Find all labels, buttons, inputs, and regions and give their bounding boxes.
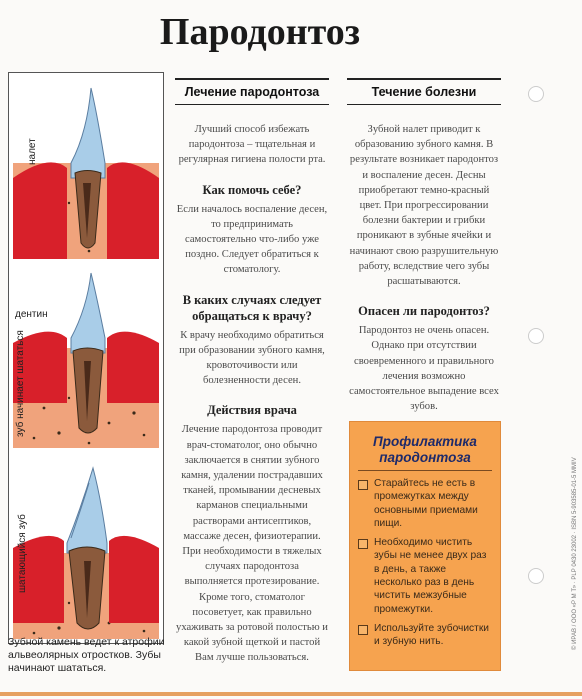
page-title: Пародонтоз <box>159 11 361 53</box>
tooth-illustration-loose <box>9 453 163 643</box>
publisher-info: © ИРАВ / ООО «Р М Т» · PLP 0430 23002 · ISBN 5-903585-01-5 MMIV <box>572 457 578 650</box>
illustration-caption: Зубной камень ведет к атрофии альвеолярных отростков. Зубы начинают шататься. <box>8 636 165 674</box>
prevention-box <box>349 421 501 671</box>
prevention-item-text: Используйте зубочистки и зубную нить. <box>374 622 489 648</box>
illustration-panel <box>8 72 164 644</box>
bottom-stripe <box>0 692 582 696</box>
paragraph: Если началось воспаление десен, то предпринимать самостоятельно что-либо уже поздно. Следует обратиться к стоматологу. <box>176 203 328 276</box>
prevention-item-text: Необходимо чистить зубы не менее двух раз в день, а также несколько раз в день чистить межзубные промежутки. <box>374 537 487 615</box>
column-treatment <box>175 78 329 666</box>
checkbox-icon <box>358 480 368 490</box>
paragraph: Лечение пародонтоза проводит врач-стоматолог, оно обычно заключается в снятии зубного камня, удалении пострадавших тканей, промывании десневых карманов специальными растворами антисептиков, массаже десен, физиотерапии. При необходимости в тяжелых случаях пародонтоза выполняется протезирование. Кроме того, стоматолог посоветует, как правильно ухаживать за ротовой полостью и какой зубной щеткой и пастой Вам лучше пользоваться. <box>176 424 328 664</box>
checkbox-icon <box>358 539 368 549</box>
prevention-item <box>350 477 500 530</box>
paragraph: Зубной налет приводит к образованию зубного камня. В результате возникает пародонтоз и воспаление десен. Десны приобретают темно-красный цвет. При прогрессировании болезни бактерии и грибки проникают в зубные ячейки и начинают свою разрушительную работу, вследствие чего зубы расшатываются. <box>349 124 499 288</box>
section-heading: Опасен ли пародонтоз? <box>358 304 490 319</box>
binder-hole-icon <box>528 328 544 344</box>
column-heading: Течение болезни <box>347 78 501 105</box>
label-plaque: налет <box>27 138 38 165</box>
label-loose: зуб начинает шататься <box>15 330 26 437</box>
paragraph: Лучший способ избежать пародонтоза – тщательная и регулярная гигиена полости рта. <box>178 124 326 166</box>
section-heading: В каких случаях следует обращаться к врачу? <box>182 292 322 323</box>
binder-hole-icon <box>528 86 544 102</box>
section-heading: Действия врача <box>207 403 297 418</box>
divider <box>358 470 492 471</box>
prevention-item-text: Старайтесь не есть в промежутках между основными приемами пищи. <box>374 478 478 529</box>
tooth-illustration-dentin <box>9 263 163 453</box>
prevention-item <box>350 536 500 616</box>
paragraph: Пародонтоз не очень опасен. Однако при отсутствии своевременного и правильного лечения возможно самостоятельное выпадение всех зубов. <box>349 325 499 413</box>
column-heading: Лечение пародонтоза <box>175 78 329 105</box>
checkbox-icon <box>358 625 368 635</box>
binder-hole-icon <box>528 568 544 584</box>
section-heading: Как помочь себе? <box>202 182 302 197</box>
paragraph: К врачу необходимо обратиться при образовании зубного камня, кровоточивости или болезненности десен. <box>179 329 325 387</box>
tooth-illustration-healthy <box>9 73 163 263</box>
label-wobbly: шатающийся зуб <box>17 514 28 593</box>
column-course <box>347 78 501 414</box>
prevention-item <box>350 622 500 649</box>
prevention-title: Профилактика пародонтоза <box>373 434 477 465</box>
label-dentin: дентин <box>15 309 48 320</box>
